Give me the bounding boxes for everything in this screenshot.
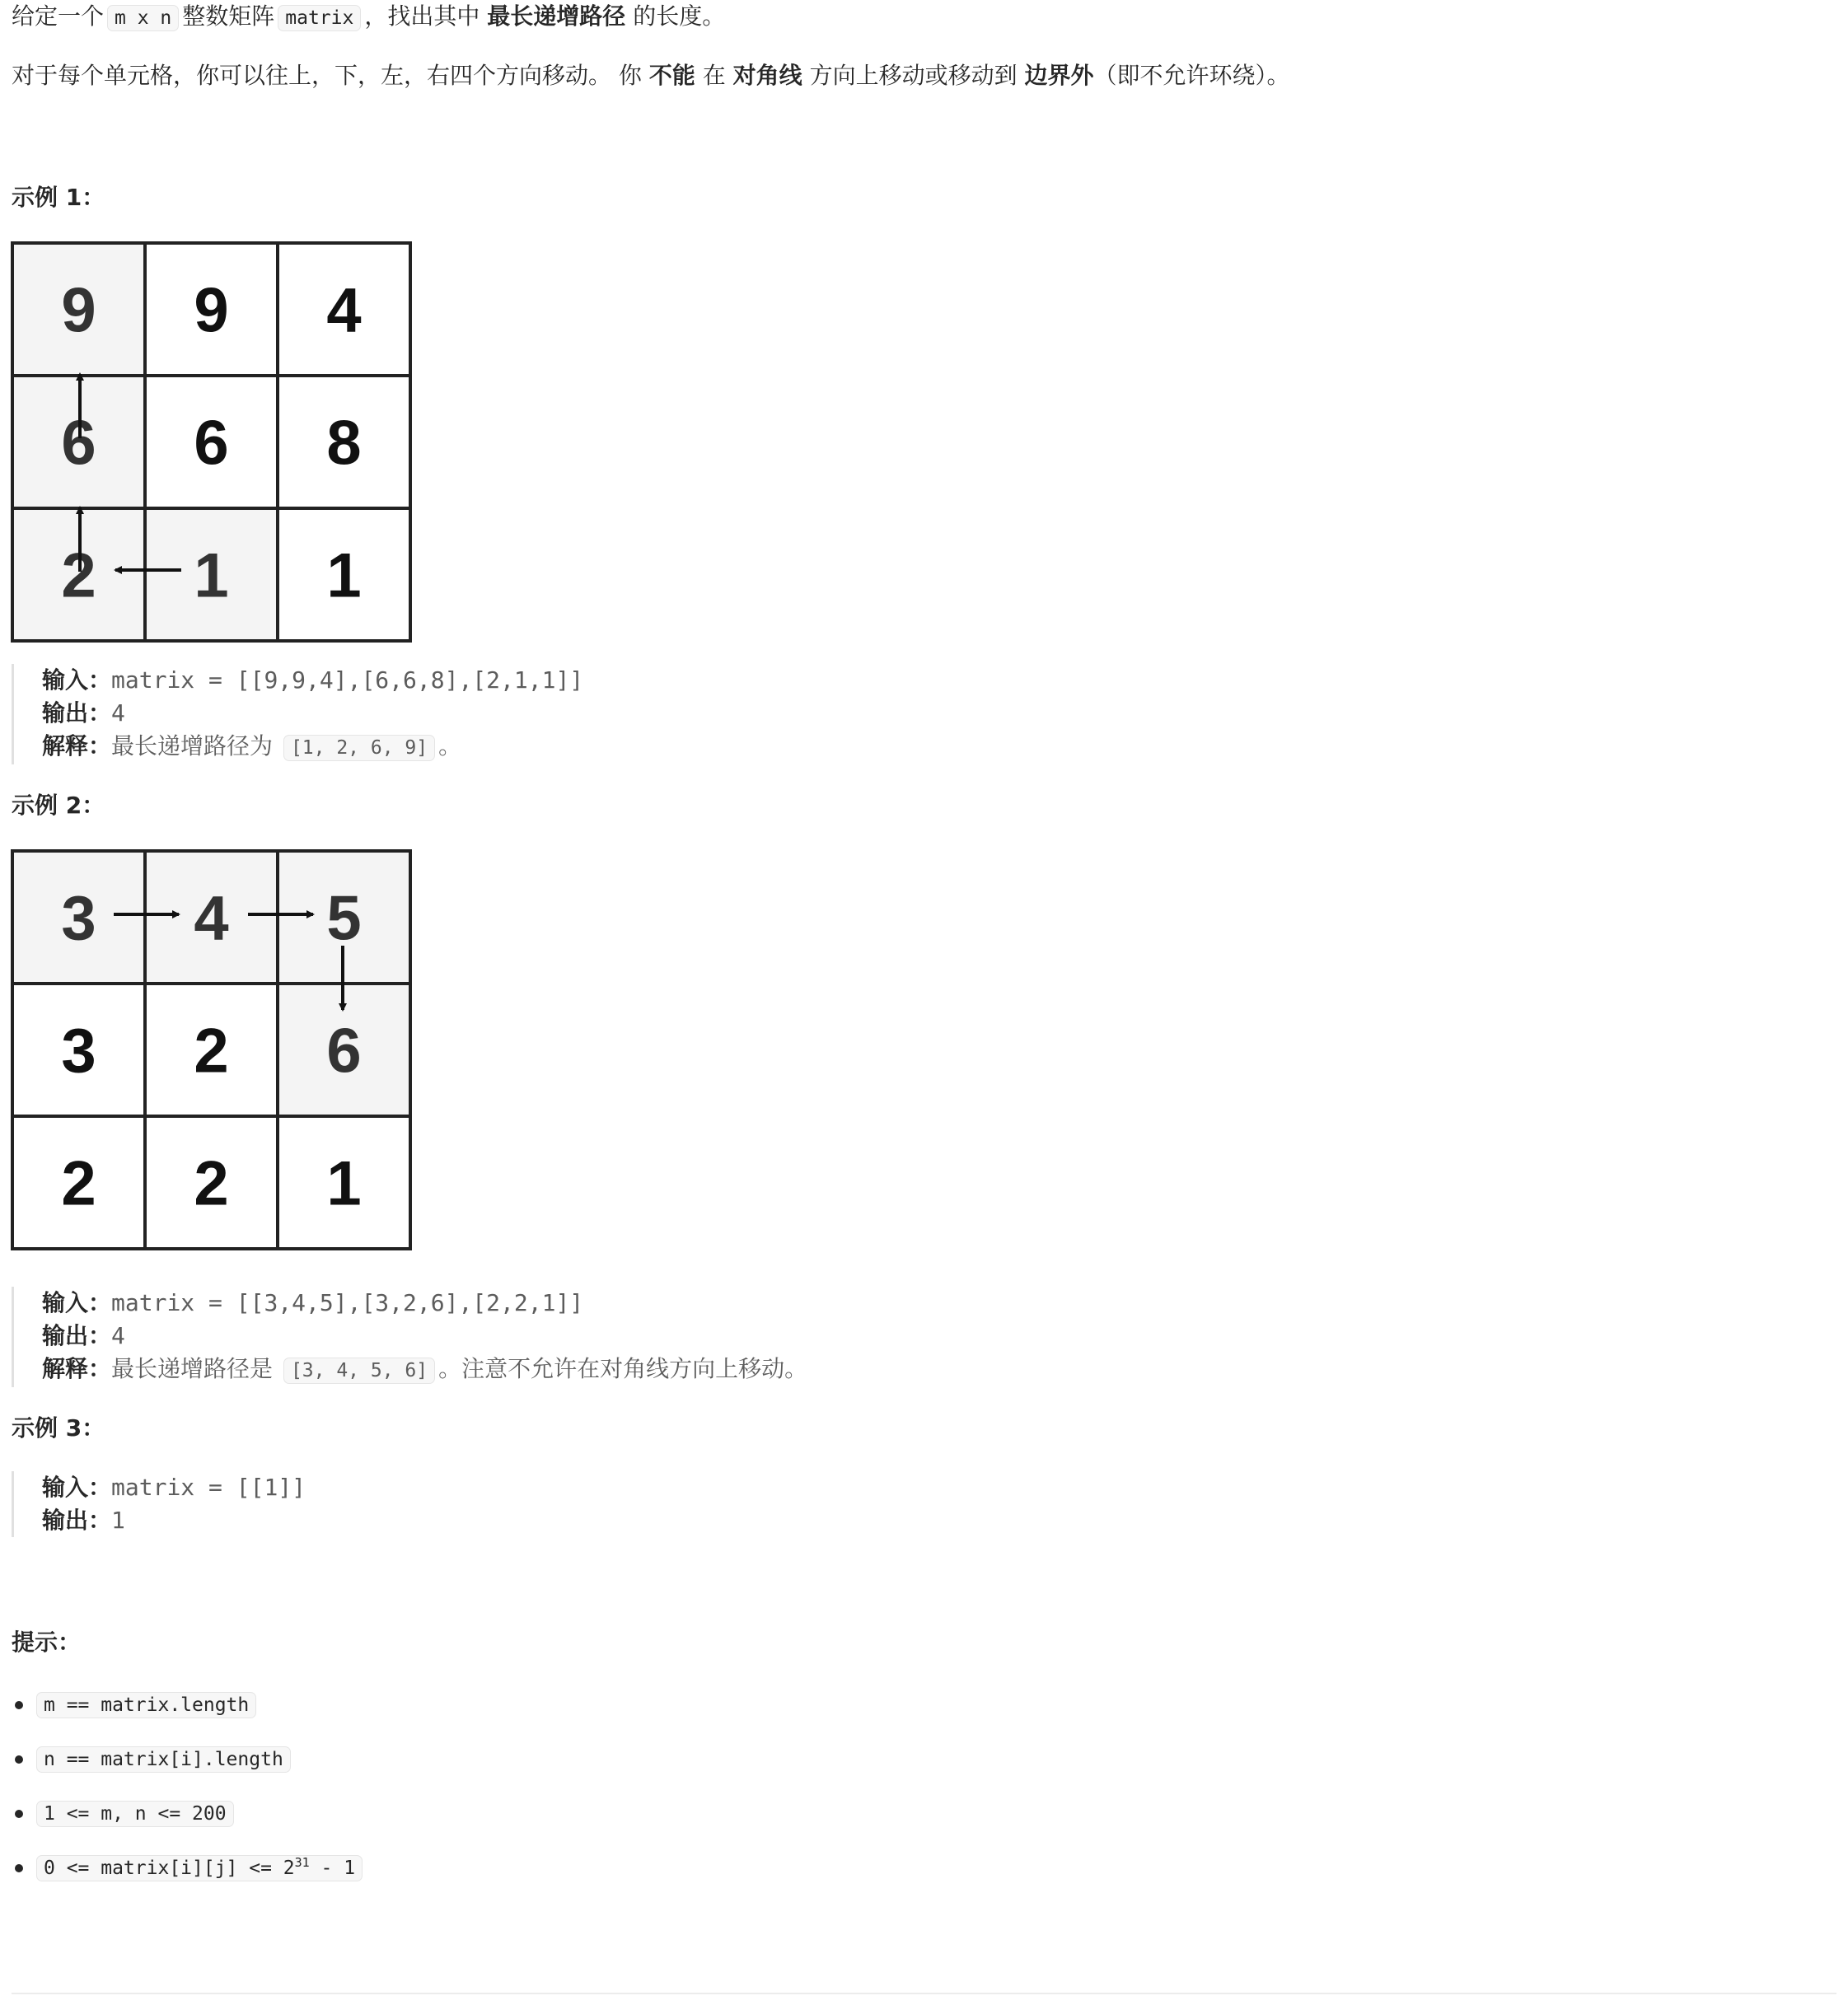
matrix-cell-value: 1 bbox=[326, 1148, 362, 1219]
matrix-cell-value: 5 bbox=[326, 883, 362, 954]
constraint-item: 1 <= m, n <= 200 bbox=[12, 1797, 366, 1852]
problem-statement: 给定一个 m x n 整数矩阵 matrix ，找出其中 最长递增路径 的长度。 bbox=[12, 2, 726, 30]
matrix-cell-value: 2 bbox=[194, 1016, 229, 1087]
matrix-cell-value: 8 bbox=[326, 408, 362, 479]
matrix-cell-value: 2 bbox=[61, 1148, 96, 1219]
example-1-input: matrix = [[9,9,4],[6,6,8],[2,1,1]] bbox=[111, 666, 584, 694]
example-2-title: 示例 2： bbox=[12, 792, 105, 819]
example-2-input: matrix = [[3,4,5],[3,2,6],[2,2,1]] bbox=[111, 1289, 584, 1316]
movement-rules: 对于每个单元格，你可以往上，下，左，右四个方向移动。 你 不能 在 对角线 方向上移动或移动到 边界外（即不允许环绕）。 bbox=[12, 62, 1290, 89]
matrix-cell-value: 1 bbox=[194, 540, 229, 611]
example-3-title: 示例 3： bbox=[12, 1414, 105, 1442]
hints-title: 提示： bbox=[12, 1629, 82, 1656]
example-3-input: matrix = [[1]] bbox=[111, 1474, 306, 1501]
example-2-output: 4 bbox=[111, 1322, 125, 1349]
code-mxn: m x n bbox=[107, 5, 179, 31]
example-1-grid bbox=[10, 241, 414, 644]
matrix-cell-value: 9 bbox=[61, 275, 96, 346]
example-2-path-code: [3, 4, 5, 6] bbox=[283, 1358, 435, 1384]
matrix-cell-value: 6 bbox=[326, 1016, 362, 1087]
example-1-path-code: [1, 2, 6, 9] bbox=[283, 735, 435, 761]
example-3-io: 输入：matrix = [[1]] 输出：1 bbox=[12, 1471, 306, 1537]
example-1-output: 4 bbox=[111, 699, 125, 727]
example-1-title: 示例 1： bbox=[12, 184, 105, 211]
matrix-cell-value: 2 bbox=[194, 1148, 229, 1219]
code-matrix: matrix bbox=[278, 5, 361, 31]
constraints-list bbox=[12, 1689, 366, 1906]
example-2-grid bbox=[10, 848, 414, 1252]
example-2-io: 输入：matrix = [[3,4,5],[3,2,6],[2,2,1]] 输出：4 解释：最长递增路径是 [3, 4, 5, 6] 。注意不允许在对角线方向上移动。 bbox=[12, 1287, 807, 1387]
matrix-cell-value: 4 bbox=[326, 275, 362, 346]
matrix-cell-value: 3 bbox=[61, 1016, 96, 1087]
constraint-item: 0 <= matrix[i][j] <= $2^{31} - 1$ bbox=[12, 1852, 366, 1906]
example-1-io: 输入：matrix = [[9,9,4],[6,6,8],[2,1,1]] 输出：4 解释：最长递增路径为 [1, 2, 6, 9] 。 bbox=[12, 664, 583, 764]
constraint-item: n == matrix[i].length bbox=[12, 1743, 366, 1797]
matrix-cell-value: 2 bbox=[61, 540, 96, 611]
matrix-cell-value: 9 bbox=[194, 275, 229, 346]
divider bbox=[12, 1993, 1836, 1994]
matrix-cell-value: 1 bbox=[326, 540, 362, 611]
example-3-output: 1 bbox=[111, 1507, 125, 1534]
matrix-cell-value: 6 bbox=[194, 408, 229, 479]
matrix-cell-value: 6 bbox=[61, 408, 96, 479]
constraint-item: m == matrix.length bbox=[12, 1689, 366, 1743]
matrix-cell-value: 4 bbox=[194, 883, 229, 954]
matrix-cell-value: 3 bbox=[61, 883, 96, 954]
